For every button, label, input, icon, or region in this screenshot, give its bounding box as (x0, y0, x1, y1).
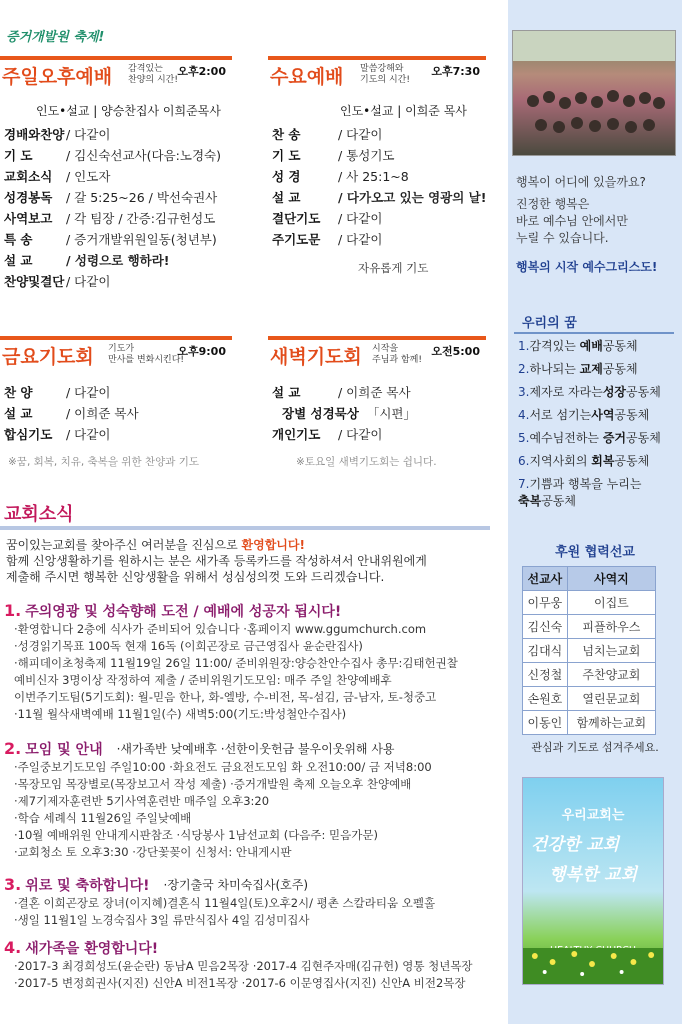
news-section-heading: 위로 및 축하합니다! (25, 877, 150, 894)
dream-item (518, 427, 678, 450)
dream-key: 증거 (602, 431, 627, 445)
news-section-2 (4, 738, 504, 861)
dream-pre: 기쁨과 행복을 누리는 (529, 477, 642, 491)
friday-order-row (4, 402, 139, 423)
friday-prayer-title: 금요기도회 (2, 346, 94, 368)
dream-n: 6. (518, 454, 530, 468)
news-line: ·제7기제자훈련반 5기사역훈련반 매주일 오후3:20 (14, 794, 270, 808)
welcome-text: 꿈이있는교회를 찾아주신 여러분을 진심으로 (6, 538, 242, 552)
news-line: ·11월 월삭새벽예배 11월1일(수) 새벽5:00(기도:박성철안수집사) (14, 707, 347, 721)
dawn-order-row (272, 381, 416, 402)
sunday-order-row (4, 123, 221, 144)
mission-field: 넘치는교회 (567, 639, 655, 663)
dream-key: 교제 (579, 362, 603, 376)
healthy-church-banner (522, 777, 664, 985)
news-line: ·10월 예배위원 안내게시판참조 ·식당봉사 1남선교회 (다음주: 믿음가문) (14, 828, 378, 842)
dawn-note: ※토요일 새벽기도회는 쉽니다. (296, 456, 437, 468)
news-section-heading: 새가족을 환영합니다! (25, 940, 159, 957)
dream-key: 성장 (602, 385, 627, 399)
dawn-prayer-time: 오전5:00 (431, 345, 480, 358)
order-label: 설 교 (272, 384, 301, 400)
dream-item (518, 358, 678, 381)
order-label: 장별 성경묵상 (282, 405, 359, 421)
order-label: 사역보고 (4, 210, 53, 226)
wednesday-order-row (272, 207, 486, 228)
flower-field-image (523, 938, 663, 984)
dawn-order-row (272, 402, 416, 423)
order-value: / 각 팀장 / 간증:김규헌성도 (66, 210, 216, 226)
dream-n: 3. (518, 385, 530, 399)
sunday-order-row (4, 249, 221, 270)
mission-row (523, 711, 656, 735)
sunday-service-title: 주일오후예배 (2, 66, 113, 88)
news-line: ·해피데이초청축제 11월19일 26일 11:00/ 준비위원장:양승찬안수집사 총무:김태헌권찰 (14, 656, 458, 670)
news-section-4 (4, 937, 504, 992)
church-news-bar (0, 526, 490, 530)
sunday-order-row (4, 144, 221, 165)
dream-key: 회복 (591, 454, 615, 468)
friday-prayer-time: 오후9:00 (177, 345, 226, 358)
dream-n: 1. (518, 339, 530, 353)
friday-order-row (4, 423, 139, 444)
order-label: 설 교 (272, 189, 301, 205)
wednesday-order-row (272, 186, 486, 207)
dream-key: 축복 (518, 494, 542, 508)
order-value: / 다같이 (338, 231, 383, 247)
mission-field-column-header: 사역지 (567, 567, 655, 591)
mission-row (523, 663, 656, 687)
news-section-heading: 모임 및 안내 (25, 741, 103, 758)
order-value: / 통성기도 (338, 147, 395, 163)
section-bar (268, 56, 486, 60)
order-value: / 김신숙선교사(다음:노경숙) (66, 147, 221, 163)
news-line: ·학습 세례식 11월26일 주일낮예배 (14, 811, 192, 825)
missionary-name: 이동인 (523, 711, 568, 735)
order-value: / 다가오고 있는 영광의 날! (338, 189, 487, 205)
dream-item (518, 473, 678, 510)
wednesday-order-row (272, 144, 486, 165)
mission-row (523, 639, 656, 663)
friday-order-list (4, 381, 139, 444)
order-value: / 증거개발위원일동(청년부) (66, 231, 217, 247)
news-line: 예비신자 3명이상 작정하여 제출 / 준비위원기도모임: 매주 주일 찬양예배후 (14, 673, 392, 687)
mission-support-table (522, 566, 656, 735)
banner-line-1: 우리교회는 (561, 808, 625, 823)
order-label: 합심기도 (4, 426, 53, 442)
dream-key: 예배 (579, 339, 603, 353)
news-section-number: 1. (4, 601, 22, 620)
friday-prayer-header (0, 336, 232, 376)
dream-pre: 지역사회의 (529, 454, 592, 468)
news-line: ·결혼 이희곤장로 장녀(이지혜)결혼식 11월4일(토)오후2시/ 평촌 스칼라티움 오펠홀 (14, 896, 436, 910)
wednesday-service-subtitle: 말씀강해와 기도의 시간! (360, 64, 410, 85)
wednesday-order-row (272, 165, 486, 186)
order-value: / 다같이 (66, 126, 111, 142)
order-label: 특 송 (4, 231, 33, 247)
dream-n: 4. (518, 408, 530, 422)
order-value: / 다같이 (338, 426, 383, 442)
order-label: 교회소식 (4, 168, 53, 184)
happiness-question: 행복이 어디에 있을까요? (516, 175, 646, 189)
congregation-photo (512, 30, 676, 156)
bulletin-sidebar (508, 0, 682, 1024)
wednesday-order-row (272, 123, 486, 144)
missionary-name: 손원호 (523, 687, 568, 711)
order-value: / 성령으로 행하라! (66, 252, 170, 268)
dream-item (518, 335, 678, 358)
sunday-order-row (4, 186, 221, 207)
banner-line-3: 행복한 교회 (549, 865, 638, 885)
news-section-1 (4, 600, 504, 723)
news-section-extra: ·새가족반 낮예배후 ·선한이웃헌금 불우이웃위해 사용 (116, 742, 395, 756)
wednesday-service-title: 수요예배 (270, 66, 344, 88)
dream-pre: 서로 섬기는 (529, 408, 592, 422)
dawn-order-row (272, 423, 416, 444)
dream-pre: 하나되는 (529, 362, 580, 376)
order-label: 찬 송 (272, 126, 301, 142)
happiness-start: 행복의 시작 예수그리스도! (516, 260, 658, 274)
dream-pre: 예수님전하는 (529, 431, 603, 445)
news-line: ·2017-3 최경희성도(윤순란) 동남A 믿음2목장 ·2017-4 김현주자매(김규헌) 영통 청년목장 (14, 959, 473, 973)
news-line: ·주일중보기도모임 주일10:00 ·화요전도 금요전도모임 화 오전10:00/ 금 저녁8:00 (14, 760, 432, 774)
dream-item (518, 404, 678, 427)
dream-item (518, 450, 678, 473)
news-section-number: 4. (4, 938, 22, 957)
order-label: 경배와찬양 (4, 126, 65, 142)
sunday-service-subtitle: 감격있는 찬양의 시간! (128, 64, 178, 85)
section-bar (0, 56, 232, 60)
order-value: / 이희준 목사 (66, 405, 139, 421)
wednesday-note: 자유롭게 기도 (358, 261, 429, 275)
order-value: / 다같이 (66, 384, 111, 400)
mission-prayer-note: 관심과 기도로 섬겨주세요. (531, 741, 659, 754)
order-label: 결단기도 (272, 210, 321, 226)
order-label: 기 도 (272, 147, 301, 163)
sunday-leader: 인도•설교 | 양승찬집사 이희준목사 (36, 104, 221, 118)
wednesday-order-list (272, 123, 486, 249)
news-line: ·교회청소 토 오후3:30 ·강단꽃꽂이 신청서: 안내게시판 (14, 845, 292, 859)
news-line: ·생일 11월1일 노경숙집사 3일 류만식집사 4일 김성미집사 (14, 913, 310, 927)
mission-row (523, 615, 656, 639)
sunday-service-time: 오후2:00 (177, 65, 226, 78)
mission-field: 이집트 (567, 591, 655, 615)
sunday-order-list (4, 123, 221, 291)
sunday-order-row (4, 207, 221, 228)
news-line: ·환영합니다 2층에 식사가 준비되어 있습니다 ·홈페이지 www.ggumchurch.com (14, 622, 427, 636)
dream-post: 공동체 (626, 431, 661, 445)
wednesday-leader: 인도•설교 | 이희준 목사 (340, 104, 467, 118)
dream-item (518, 381, 678, 404)
order-value: / 다같이 (66, 273, 111, 289)
order-value: / 다같이 (66, 426, 111, 442)
news-section-number: 2. (4, 739, 22, 758)
mission-field: 피플하우스 (567, 615, 655, 639)
news-line: 이번주기도팀(5기도회): 월-믿음 한나, 화-엘방, 수-비전, 목-섬김, 금-남자, 토-청중고 (14, 690, 437, 704)
mission-field: 함께하는교회 (567, 711, 655, 735)
dream-n: 5. (518, 431, 530, 445)
sunday-service-header (0, 56, 232, 96)
dawn-prayer-subtitle: 시작을 주님과 함께! (372, 344, 422, 365)
mission-support-title: 후원 협력선교 (555, 545, 635, 560)
sunday-order-row (4, 228, 221, 249)
order-label: 찬양및결단 (4, 273, 65, 289)
friday-order-row (4, 381, 139, 402)
friday-prayer-subtitle: 기도가 만사를 변화시킨다! (108, 344, 185, 365)
dream-post: 공동체 (602, 339, 638, 353)
order-label: 성 경 (272, 168, 301, 184)
order-label: 주기도문 (272, 231, 321, 247)
dream-post: 공동체 (602, 362, 638, 376)
dream-pre: 감격있는 (529, 339, 580, 353)
happiness-answer: 진정한 행복은 바로 예수님 안에서만 누릴 수 있습니다. (516, 197, 628, 245)
welcome-highlight: 환영합니다! (241, 538, 305, 552)
dawn-prayer-header (268, 336, 486, 376)
mission-row (523, 687, 656, 711)
order-label: 찬 양 (4, 384, 33, 400)
our-dream-list (518, 335, 678, 510)
sunday-order-row (4, 270, 221, 291)
news-section-heading: 주의영광 및 성숙향해 도전 / 예배에 성공자 됩시다! (25, 603, 342, 620)
order-value: / 인도자 (66, 168, 111, 184)
news-section-3 (4, 874, 504, 929)
dream-post: 공동체 (541, 494, 576, 508)
people-silhouettes (523, 81, 667, 151)
wednesday-service-header (268, 56, 486, 96)
order-value: 「시편」 (366, 405, 416, 421)
order-label: 설 교 (4, 405, 33, 421)
order-value: / 갈 5:25~26 / 박선숙권사 (66, 189, 218, 205)
section-bar (0, 336, 232, 340)
wednesday-service-time: 오후7:30 (431, 65, 480, 78)
dream-post: 공동체 (626, 385, 661, 399)
our-dream-title: 우리의 꿈 (522, 316, 577, 331)
welcome-text-3: 제출해 주시면 행복한 신앙생활을 위해서 성심성의껏 도와 드리겠습니다. (6, 570, 385, 584)
welcome-text-2: 함께 신앙생활하기를 원하시는 분은 새가족 등록카드를 작성하셔서 안내위원에게 (6, 554, 427, 568)
news-section-extra: ·장기출국 차미숙집사(호주) (163, 878, 309, 892)
news-line: ·2017-5 변정희권사(지진) 신안A 비전1목장 ·2017-6 이문영집사(지진) 신안A 비전2목장 (14, 976, 466, 990)
mission-field: 주찬양교회 (567, 663, 655, 687)
mission-row (523, 591, 656, 615)
wednesday-order-row (272, 228, 486, 249)
festival-tagline: 증거개발원 축제! (6, 30, 105, 45)
dream-key: 사역 (591, 408, 615, 422)
missionary-name: 신정철 (523, 663, 568, 687)
dream-post: 공동체 (614, 454, 650, 468)
sunday-order-row (4, 165, 221, 186)
order-label: 기 도 (4, 147, 33, 163)
friday-note: ※꿈, 회복, 치유, 축복을 위한 찬양과 기도 (8, 456, 199, 468)
missionary-column-header: 선교사 (523, 567, 568, 591)
news-section-number: 3. (4, 875, 22, 894)
dream-post: 공동체 (614, 408, 650, 422)
banner-line-2: 건강한 교회 (531, 835, 620, 855)
order-value: / 다같이 (338, 210, 383, 226)
section-bar (268, 336, 486, 340)
order-label: 성경봉독 (4, 189, 53, 205)
photo-sky (513, 31, 675, 61)
news-line: ·목장모임 목장별로(목장보고서 작성 제출) ·증거개발원 축제 오늘오후 찬양예배 (14, 777, 412, 791)
welcome-message (6, 537, 490, 585)
dawn-prayer-title: 새벽기도회 (270, 346, 362, 368)
missionary-name: 이무웅 (523, 591, 568, 615)
dream-pre: 제자로 자라는 (529, 385, 603, 399)
church-news-title: 교회소식 (4, 504, 74, 525)
order-value: / 다같이 (338, 126, 383, 142)
mission-field: 열린문교회 (567, 687, 655, 711)
dawn-order-list (272, 381, 416, 444)
order-label: 개인기도 (272, 426, 321, 442)
missionary-name: 김대식 (523, 639, 568, 663)
order-value: / 사 25:1~8 (338, 168, 409, 184)
dream-n: 2. (518, 362, 530, 376)
our-dream-bar (514, 332, 674, 334)
news-line: ·성경읽기목표 100독 현재 16독 (이희곤장로 금근영집사 윤순란집사) (14, 639, 363, 653)
missionary-name: 김신숙 (523, 615, 568, 639)
order-value: / 이희준 목사 (338, 384, 411, 400)
order-label: 설 교 (4, 252, 33, 268)
dream-n: 7. (518, 477, 530, 491)
